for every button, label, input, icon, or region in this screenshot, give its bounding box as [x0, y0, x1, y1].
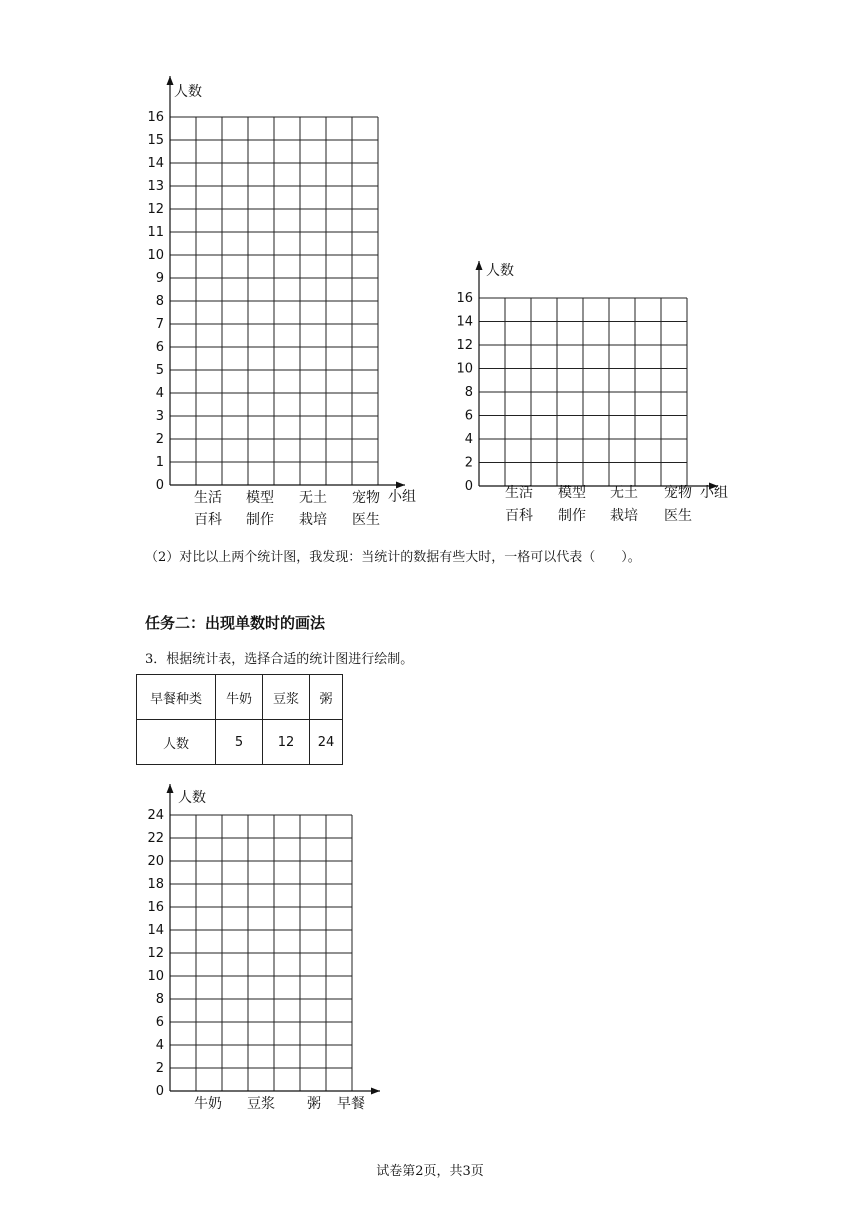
x-category-label: 百科 [194, 512, 222, 528]
y-axis-arrow [167, 784, 174, 793]
question-3-text: 3．根据统计表，选择合适的统计图进行绘制。 [145, 652, 414, 667]
table-cell: 5 [216, 720, 263, 765]
y-tick-label: 22 [147, 831, 164, 846]
y-tick-label: 3 [155, 409, 164, 424]
y-tick-label: 8 [155, 992, 164, 1007]
y-tick-label: 6 [155, 1015, 164, 1030]
x-category-label: 百科 [505, 508, 533, 524]
x-axis-label: 小组 [700, 485, 728, 501]
x-category-label: 制作 [246, 512, 274, 528]
table-row [137, 720, 343, 765]
table-cell: 牛奶 [216, 675, 263, 720]
y-tick-label: 10 [456, 361, 473, 377]
table-cell: 粥 [310, 675, 343, 720]
table-cell: 12 [263, 720, 310, 765]
breakfast-table [136, 674, 343, 765]
y-tick-label: 15 [147, 133, 164, 148]
y-tick-label: 0 [464, 479, 473, 494]
x-axis-label: 早餐 [337, 1096, 365, 1112]
x-category-label: 医生 [352, 512, 380, 528]
y-axis-label: 人数 [178, 790, 206, 806]
y-tick-label: 4 [155, 1038, 164, 1053]
x-category-label: 宠物 [352, 490, 380, 506]
y-tick-label: 8 [464, 385, 473, 400]
y-tick-label: 1 [155, 455, 164, 470]
y-axis-label: 人数 [174, 84, 202, 100]
y-tick-label: 12 [456, 338, 473, 353]
y-tick-label: 20 [147, 854, 164, 869]
x-category-label: 栽培 [299, 512, 327, 528]
table-row [137, 675, 343, 720]
y-tick-label: 14 [147, 156, 164, 171]
y-tick-label: 14 [456, 314, 473, 330]
y-tick-label: 2 [464, 455, 473, 471]
chart-2 [450, 255, 750, 535]
y-tick-label: 0 [155, 478, 164, 493]
y-axis-arrow [476, 261, 483, 270]
y-tick-label: 13 [147, 179, 164, 194]
question-2-text: （2）对比以上两个统计图，我发现：当统计的数据有些大时，一格可以代表（ ）。 [145, 550, 641, 565]
x-category-label: 模型 [246, 490, 274, 506]
y-tick-label: 6 [155, 340, 164, 355]
y-tick-label: 18 [147, 877, 164, 892]
table-cell: 24 [310, 720, 343, 765]
y-tick-label: 8 [155, 294, 164, 309]
y-tick-label: 9 [155, 271, 164, 286]
x-category-label: 生活 [194, 490, 222, 506]
x-axis-arrow [371, 1088, 380, 1095]
x-axis-arrow [396, 482, 405, 489]
y-tick-label: 10 [147, 969, 164, 984]
y-tick-label: 7 [155, 317, 164, 332]
table-cell: 人数 [137, 720, 216, 765]
x-category-label: 模型 [558, 485, 586, 501]
y-tick-label: 11 [147, 225, 164, 240]
task-2-title: 任务二：出现单数时的画法 [145, 614, 326, 632]
x-axis-label: 小组 [388, 489, 416, 505]
y-tick-label: 4 [155, 386, 164, 401]
y-tick-label: 2 [155, 1061, 164, 1076]
y-tick-label: 6 [464, 408, 473, 424]
y-tick-label: 14 [147, 923, 164, 938]
y-tick-label: 0 [155, 1084, 164, 1099]
y-axis-arrow [167, 76, 174, 85]
y-tick-label: 16 [147, 900, 164, 915]
x-category-label: 粥 [307, 1096, 321, 1112]
table-cell: 早餐种类 [137, 675, 216, 720]
y-tick-label: 12 [147, 946, 164, 961]
x-category-label: 无土 [610, 485, 638, 501]
chart-1 [140, 70, 440, 540]
x-category-label: 栽培 [610, 508, 638, 524]
y-tick-label: 5 [155, 363, 164, 378]
x-category-label: 生活 [505, 485, 533, 501]
y-tick-label: 16 [147, 110, 164, 125]
y-tick-label: 10 [147, 248, 164, 263]
y-tick-label: 16 [456, 291, 473, 306]
page-footer: 试卷第2页，共3页 [376, 1164, 484, 1179]
x-category-label: 制作 [558, 508, 586, 524]
x-category-label: 无土 [299, 490, 327, 506]
table-cell: 豆浆 [263, 675, 310, 720]
y-tick-label: 24 [147, 808, 164, 823]
x-category-label: 牛奶 [194, 1096, 222, 1112]
x-category-label: 宠物 [664, 485, 692, 501]
y-tick-label: 4 [464, 432, 473, 447]
x-category-label: 医生 [664, 508, 692, 524]
chart-3 [140, 780, 400, 1120]
x-category-label: 豆浆 [247, 1096, 275, 1112]
y-tick-label: 2 [155, 432, 164, 447]
y-tick-label: 12 [147, 202, 164, 217]
y-axis-label: 人数 [486, 263, 514, 279]
